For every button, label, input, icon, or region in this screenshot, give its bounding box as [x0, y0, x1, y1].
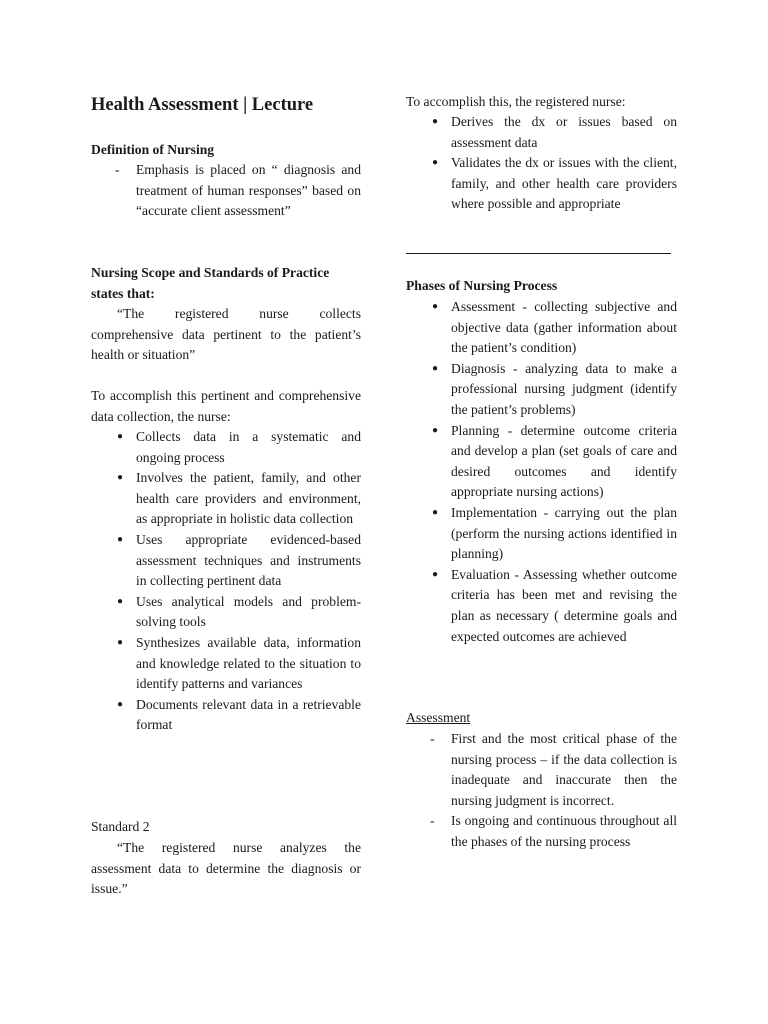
bullet-marker: ● — [432, 301, 439, 312]
standard2-quote: “The registered nurse analyzes the assessment data to determine the diagnosis or issue.” — [91, 840, 361, 897]
standard2-heading: Standard 2 — [91, 819, 150, 834]
list-item: ● Documents relevant data in a retrievable format — [117, 696, 361, 733]
bullet-marker: ● — [117, 431, 124, 442]
list-item: ● Collects data in a systematic and ongoing process — [117, 429, 361, 465]
definition-heading: Definition of Nursing — [91, 142, 215, 157]
page-title: Health Assessment | Lecture — [91, 95, 314, 115]
list-item: ● Uses analytical models and problem-solving tools — [117, 593, 361, 630]
list-item: ● Uses appropriate evidenced-based assessment techniques and instruments in collecting pertinent data — [117, 531, 361, 589]
bullet-marker: ● — [432, 157, 439, 169]
list-item: - First and the most critical phase of the nursing process – if the data collection is inadequate and inaccurate then the nursing judgment is incorrect. — [430, 731, 677, 808]
accomplish-intro: To accomplish this pertinent and comprehensive data collection, the nurse: — [91, 388, 361, 424]
accomplish-list — [91, 427, 361, 736]
list-item: ● Synthesizes available data, information and knowledge related to the situation to identify patterns and variances — [117, 634, 361, 692]
bullet-marker: ● — [117, 533, 124, 545]
bullet-marker: ● — [117, 698, 124, 710]
bullet-marker: ● — [117, 595, 124, 607]
list-item: ● Involves the patient, family, and other health care providers and environment, as appropriate in holistic data collection — [117, 470, 361, 527]
right-accomplish-list — [406, 112, 677, 215]
definition-list — [91, 160, 361, 222]
dash-marker: - — [430, 813, 435, 829]
list-item: - Is ongoing and continuous throughout all the phases of the nursing process — [430, 813, 677, 849]
dash-marker: - — [115, 162, 120, 177]
bullet-marker: ● — [432, 506, 439, 518]
bullet-marker: ● — [117, 636, 124, 648]
scope-quote: “The registered nurse collects comprehensive data pertinent to the patient’s health or situation” — [91, 306, 361, 363]
scope-heading: Nursing Scope and Standards of Practice states that: — [91, 265, 330, 301]
list-item: ● Derives the dx or issues based on assessment data — [432, 114, 677, 150]
bullet-marker: ● — [432, 568, 439, 580]
horizontal-rule — [406, 253, 671, 254]
list-item: ● Evaluation - Assessing whether outcome criteria has been met and revising the plan as necessary ( determine goals and expected outcomes are achieved — [432, 566, 677, 644]
dash-marker: - — [430, 731, 435, 746]
bullet-marker: ● — [432, 424, 439, 436]
bullet-marker: ● — [432, 116, 439, 127]
list-item: ● Diagnosis - analyzing data to make a professional nursing judgment (identify the patient’s problems) — [432, 360, 677, 417]
list-item: ● Implementation - carrying out the plan (perform the nursing actions identified in planning) — [432, 504, 677, 562]
phases-heading: Phases of Nursing Process — [406, 278, 558, 293]
bullet-marker: ● — [117, 472, 124, 484]
list-item: - Emphasis is placed on “ diagnosis and treatment of human responses” based on “accurate client assessment” — [115, 162, 361, 219]
phases-list — [406, 297, 677, 647]
list-item: ● Validates the dx or issues with the client, family, and other health care providers where possible and appropriate — [432, 155, 677, 212]
assessment-heading: Assessment — [406, 710, 471, 725]
assessment-list — [406, 729, 677, 853]
list-item: ● Assessment - collecting subjective and objective data (gather information about the patient’s condition) — [432, 299, 677, 356]
bullet-marker: ● — [432, 362, 439, 374]
list-item: ● Planning - determine outcome criteria and develop a plan (set goals of care and desired outcomes and identify appropriate nursing actions) — [432, 422, 677, 500]
right-accomplish-intro: To accomplish this, the registered nurse: — [406, 94, 626, 109]
